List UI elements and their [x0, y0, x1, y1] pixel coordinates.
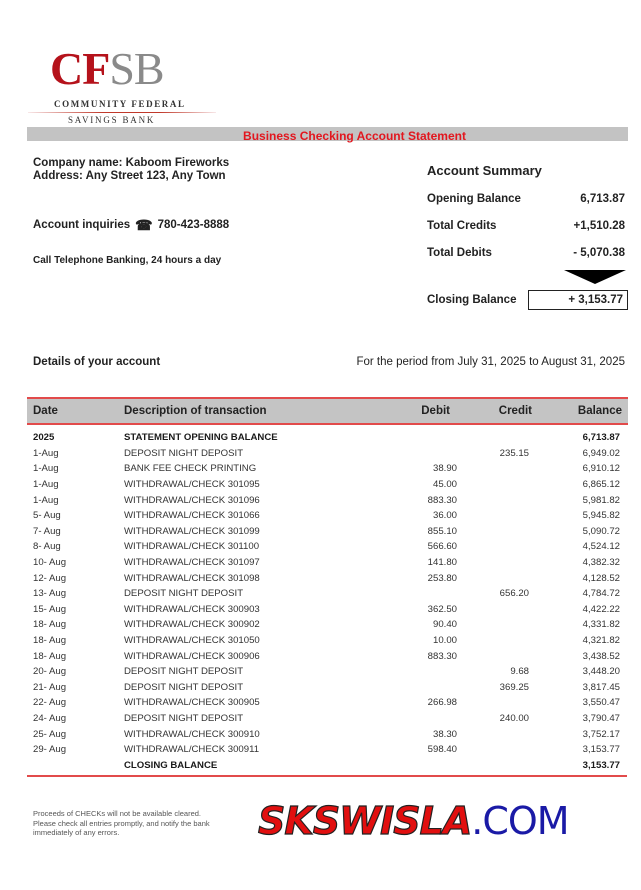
row-description: DEPOSIT NIGHT DEPOSIT — [124, 588, 244, 600]
row-balance: 4,422.22 — [582, 603, 620, 615]
header-balance: Balance — [577, 405, 622, 417]
closing-balance-label: Closing Balance — [427, 294, 517, 306]
logo-cf-letters: CF — [50, 43, 110, 94]
table-row — [27, 617, 628, 633]
table-row — [27, 695, 628, 711]
table-row — [27, 524, 628, 540]
row-balance: 4,128.52 — [582, 572, 620, 584]
row-debit: 38.30 — [432, 728, 457, 740]
table-header — [27, 397, 628, 425]
logo-mark — [50, 43, 164, 94]
row-date: 15- Aug — [33, 603, 67, 615]
row-description: WITHDRAWAL/CHECK 300902 — [124, 619, 260, 631]
row-description: WITHDRAWAL/CHECK 301099 — [124, 525, 260, 537]
row-debit: 45.00 — [432, 479, 457, 491]
row-debit: 253.80 — [427, 572, 457, 584]
row-date: 25- Aug — [33, 728, 67, 740]
row-balance: 3,153.77 — [582, 744, 620, 756]
row-description: WITHDRAWAL/CHECK 301095 — [124, 479, 260, 491]
telephone-banking-note: Call Telephone Banking, 24 hours a day — [33, 255, 222, 266]
summary-debits-row — [427, 247, 625, 259]
total-debits-value: - 5,070.38 — [573, 247, 625, 259]
row-description: CLOSING BALANCE — [124, 759, 218, 771]
table-row — [27, 555, 628, 571]
row-balance: 4,321.82 — [582, 635, 620, 647]
watermark-red-text: SKSWISLA — [258, 799, 472, 843]
row-description: WITHDRAWAL/CHECK 300906 — [124, 650, 260, 662]
row-balance: 3,438.52 — [582, 650, 620, 662]
row-description: DEPOSIT NIGHT DEPOSIT — [124, 447, 244, 459]
row-description: BANK FEE CHECK PRINTING — [124, 463, 257, 475]
table-row — [27, 570, 628, 586]
header-date: Date — [33, 405, 58, 417]
inquiries-phone: 780-423-8888 — [157, 219, 230, 231]
row-balance: 3,550.47 — [582, 697, 620, 709]
row-balance: 6,949.02 — [582, 447, 620, 459]
row-description: WITHDRAWAL/CHECK 301097 — [124, 557, 260, 569]
row-debit: 36.00 — [432, 510, 457, 522]
row-credit: 240.00 — [499, 712, 529, 724]
table-row — [27, 602, 628, 618]
row-debit: 598.40 — [427, 744, 457, 756]
row-description: WITHDRAWAL/CHECK 301066 — [124, 510, 260, 522]
footer-disclaimer: Proceeds of CHECKs will not be available cleared. Please check all entries promptly, and notify the bank immediately of any errors. — [33, 809, 210, 837]
table-row — [27, 586, 628, 602]
row-date: 21- Aug — [33, 681, 67, 693]
row-date: 2025 — [33, 432, 55, 444]
opening-balance-value: 6,713.87 — [580, 193, 625, 205]
row-description: WITHDRAWAL/CHECK 301100 — [124, 541, 260, 553]
account-inquiries — [33, 219, 229, 231]
row-date: 13- Aug — [33, 588, 67, 600]
row-description: WITHDRAWAL/CHECK 301098 — [124, 572, 260, 584]
company-address: Address: Any Street 123, Any Town — [33, 170, 226, 182]
logo-sb-letters: SB — [109, 43, 164, 94]
account-summary-title: Account Summary — [427, 163, 542, 178]
table-row — [27, 477, 628, 493]
table-row — [27, 508, 628, 524]
table-row — [27, 757, 628, 773]
row-balance: 4,784.72 — [582, 588, 620, 600]
table-row — [27, 726, 628, 742]
row-date: 1-Aug — [33, 479, 59, 491]
transactions-table — [27, 397, 628, 777]
row-debit: 883.30 — [427, 650, 457, 662]
row-date: 1-Aug — [33, 463, 59, 475]
header-description: Description of transaction — [124, 405, 267, 417]
row-description: WITHDRAWAL/CHECK 301096 — [124, 494, 260, 506]
row-balance: 3,752.17 — [582, 728, 620, 740]
table-bottom-rule — [27, 775, 627, 777]
statement-title-band — [27, 127, 628, 141]
row-date: 5- Aug — [33, 510, 61, 522]
row-balance: 6,865.12 — [582, 479, 620, 491]
row-credit: 9.68 — [510, 666, 529, 678]
total-credits-label: Total Credits — [427, 220, 497, 232]
row-date: 18- Aug — [33, 635, 67, 647]
row-description: WITHDRAWAL/CHECK 300910 — [124, 728, 260, 740]
row-balance: 4,524.12 — [582, 541, 620, 553]
row-balance: 3,790.47 — [582, 712, 620, 724]
table-row — [27, 461, 628, 477]
row-debit: 566.60 — [427, 541, 457, 553]
table-row — [27, 648, 628, 664]
watermark-blue-text: .COM — [471, 799, 569, 843]
down-arrow-icon — [564, 270, 626, 284]
row-credit: 369.25 — [499, 681, 529, 693]
row-balance: 4,382.32 — [582, 557, 620, 569]
row-date: 8- Aug — [33, 541, 61, 553]
row-debit: 883.30 — [427, 494, 457, 506]
row-date: 29- Aug — [33, 744, 67, 756]
logo-divider — [28, 112, 216, 113]
row-description: STATEMENT OPENING BALANCE — [124, 432, 278, 444]
table-row — [27, 430, 628, 446]
row-date: 20- Aug — [33, 666, 67, 678]
row-date: 22- Aug — [33, 697, 67, 709]
row-description: WITHDRAWAL/CHECK 300903 — [124, 603, 260, 615]
row-date: 7- Aug — [33, 525, 61, 537]
company-name: Company name: Kaboom Fireworks — [33, 157, 230, 169]
table-row — [27, 711, 628, 727]
opening-balance-label: Opening Balance — [427, 193, 521, 205]
row-date: 10- Aug — [33, 557, 67, 569]
closing-balance-value: + 3,153.77 — [528, 290, 628, 310]
logo-subtitle-line1: COMMUNITY FEDERAL — [54, 99, 186, 109]
watermark — [258, 799, 569, 843]
row-credit: 656.20 — [499, 588, 529, 600]
row-balance: 3,448.20 — [582, 666, 620, 678]
table-row — [27, 664, 628, 680]
statement-title: Business Checking Account Statement — [243, 129, 466, 143]
row-debit: 855.10 — [427, 525, 457, 537]
row-debit: 362.50 — [427, 603, 457, 615]
row-balance: 5,981.82 — [582, 494, 620, 506]
row-debit: 38.90 — [432, 463, 457, 475]
row-description: DEPOSIT NIGHT DEPOSIT — [124, 666, 244, 678]
row-description: DEPOSIT NIGHT DEPOSIT — [124, 712, 244, 724]
table-row — [27, 633, 628, 649]
row-balance: 3,153.77 — [582, 759, 620, 771]
table-row — [27, 492, 628, 508]
row-date: 1-Aug — [33, 447, 59, 459]
customer-info — [33, 157, 229, 183]
row-description: WITHDRAWAL/CHECK 300911 — [124, 744, 260, 756]
row-date: 18- Aug — [33, 650, 67, 662]
bank-logo — [50, 43, 210, 126]
header-credit: Credit — [498, 405, 532, 417]
statement-period: For the period from July 31, 2025 to August 31, 2025 — [356, 356, 625, 368]
logo-subtitle-line2: SAVINGS BANK — [68, 115, 156, 125]
row-balance: 5,090.72 — [582, 525, 620, 537]
telephone-icon: ☎ — [135, 217, 153, 233]
total-credits-value: +1,510.28 — [573, 220, 625, 232]
row-debit: 266.98 — [427, 697, 457, 709]
row-date: 12- Aug — [33, 572, 67, 584]
row-credit: 235.15 — [499, 447, 529, 459]
summary-opening-row — [427, 193, 625, 205]
row-description: DEPOSIT NIGHT DEPOSIT — [124, 681, 244, 693]
table-body — [27, 425, 628, 773]
total-debits-label: Total Debits — [427, 247, 492, 259]
table-row — [27, 446, 628, 462]
row-debit: 141.80 — [427, 557, 457, 569]
row-balance: 5,945.82 — [582, 510, 620, 522]
row-balance: 6,713.87 — [582, 432, 620, 444]
row-date: 24- Aug — [33, 712, 67, 724]
table-row — [27, 742, 628, 758]
row-balance: 4,331.82 — [582, 619, 620, 631]
row-balance: 6,910.12 — [582, 463, 620, 475]
table-row — [27, 539, 628, 555]
row-description: WITHDRAWAL/CHECK 300905 — [124, 697, 260, 709]
details-heading: Details of your account — [33, 356, 161, 368]
inquiries-label: Account inquiries — [33, 219, 131, 231]
row-date: 1-Aug — [33, 494, 59, 506]
table-row — [27, 680, 628, 696]
row-balance: 3,817.45 — [582, 681, 620, 693]
row-description: WITHDRAWAL/CHECK 301050 — [124, 635, 260, 647]
row-date: 18- Aug — [33, 619, 67, 631]
summary-credits-row — [427, 220, 625, 232]
header-debit: Debit — [421, 405, 450, 417]
row-debit: 10.00 — [432, 635, 457, 647]
row-debit: 90.40 — [432, 619, 457, 631]
